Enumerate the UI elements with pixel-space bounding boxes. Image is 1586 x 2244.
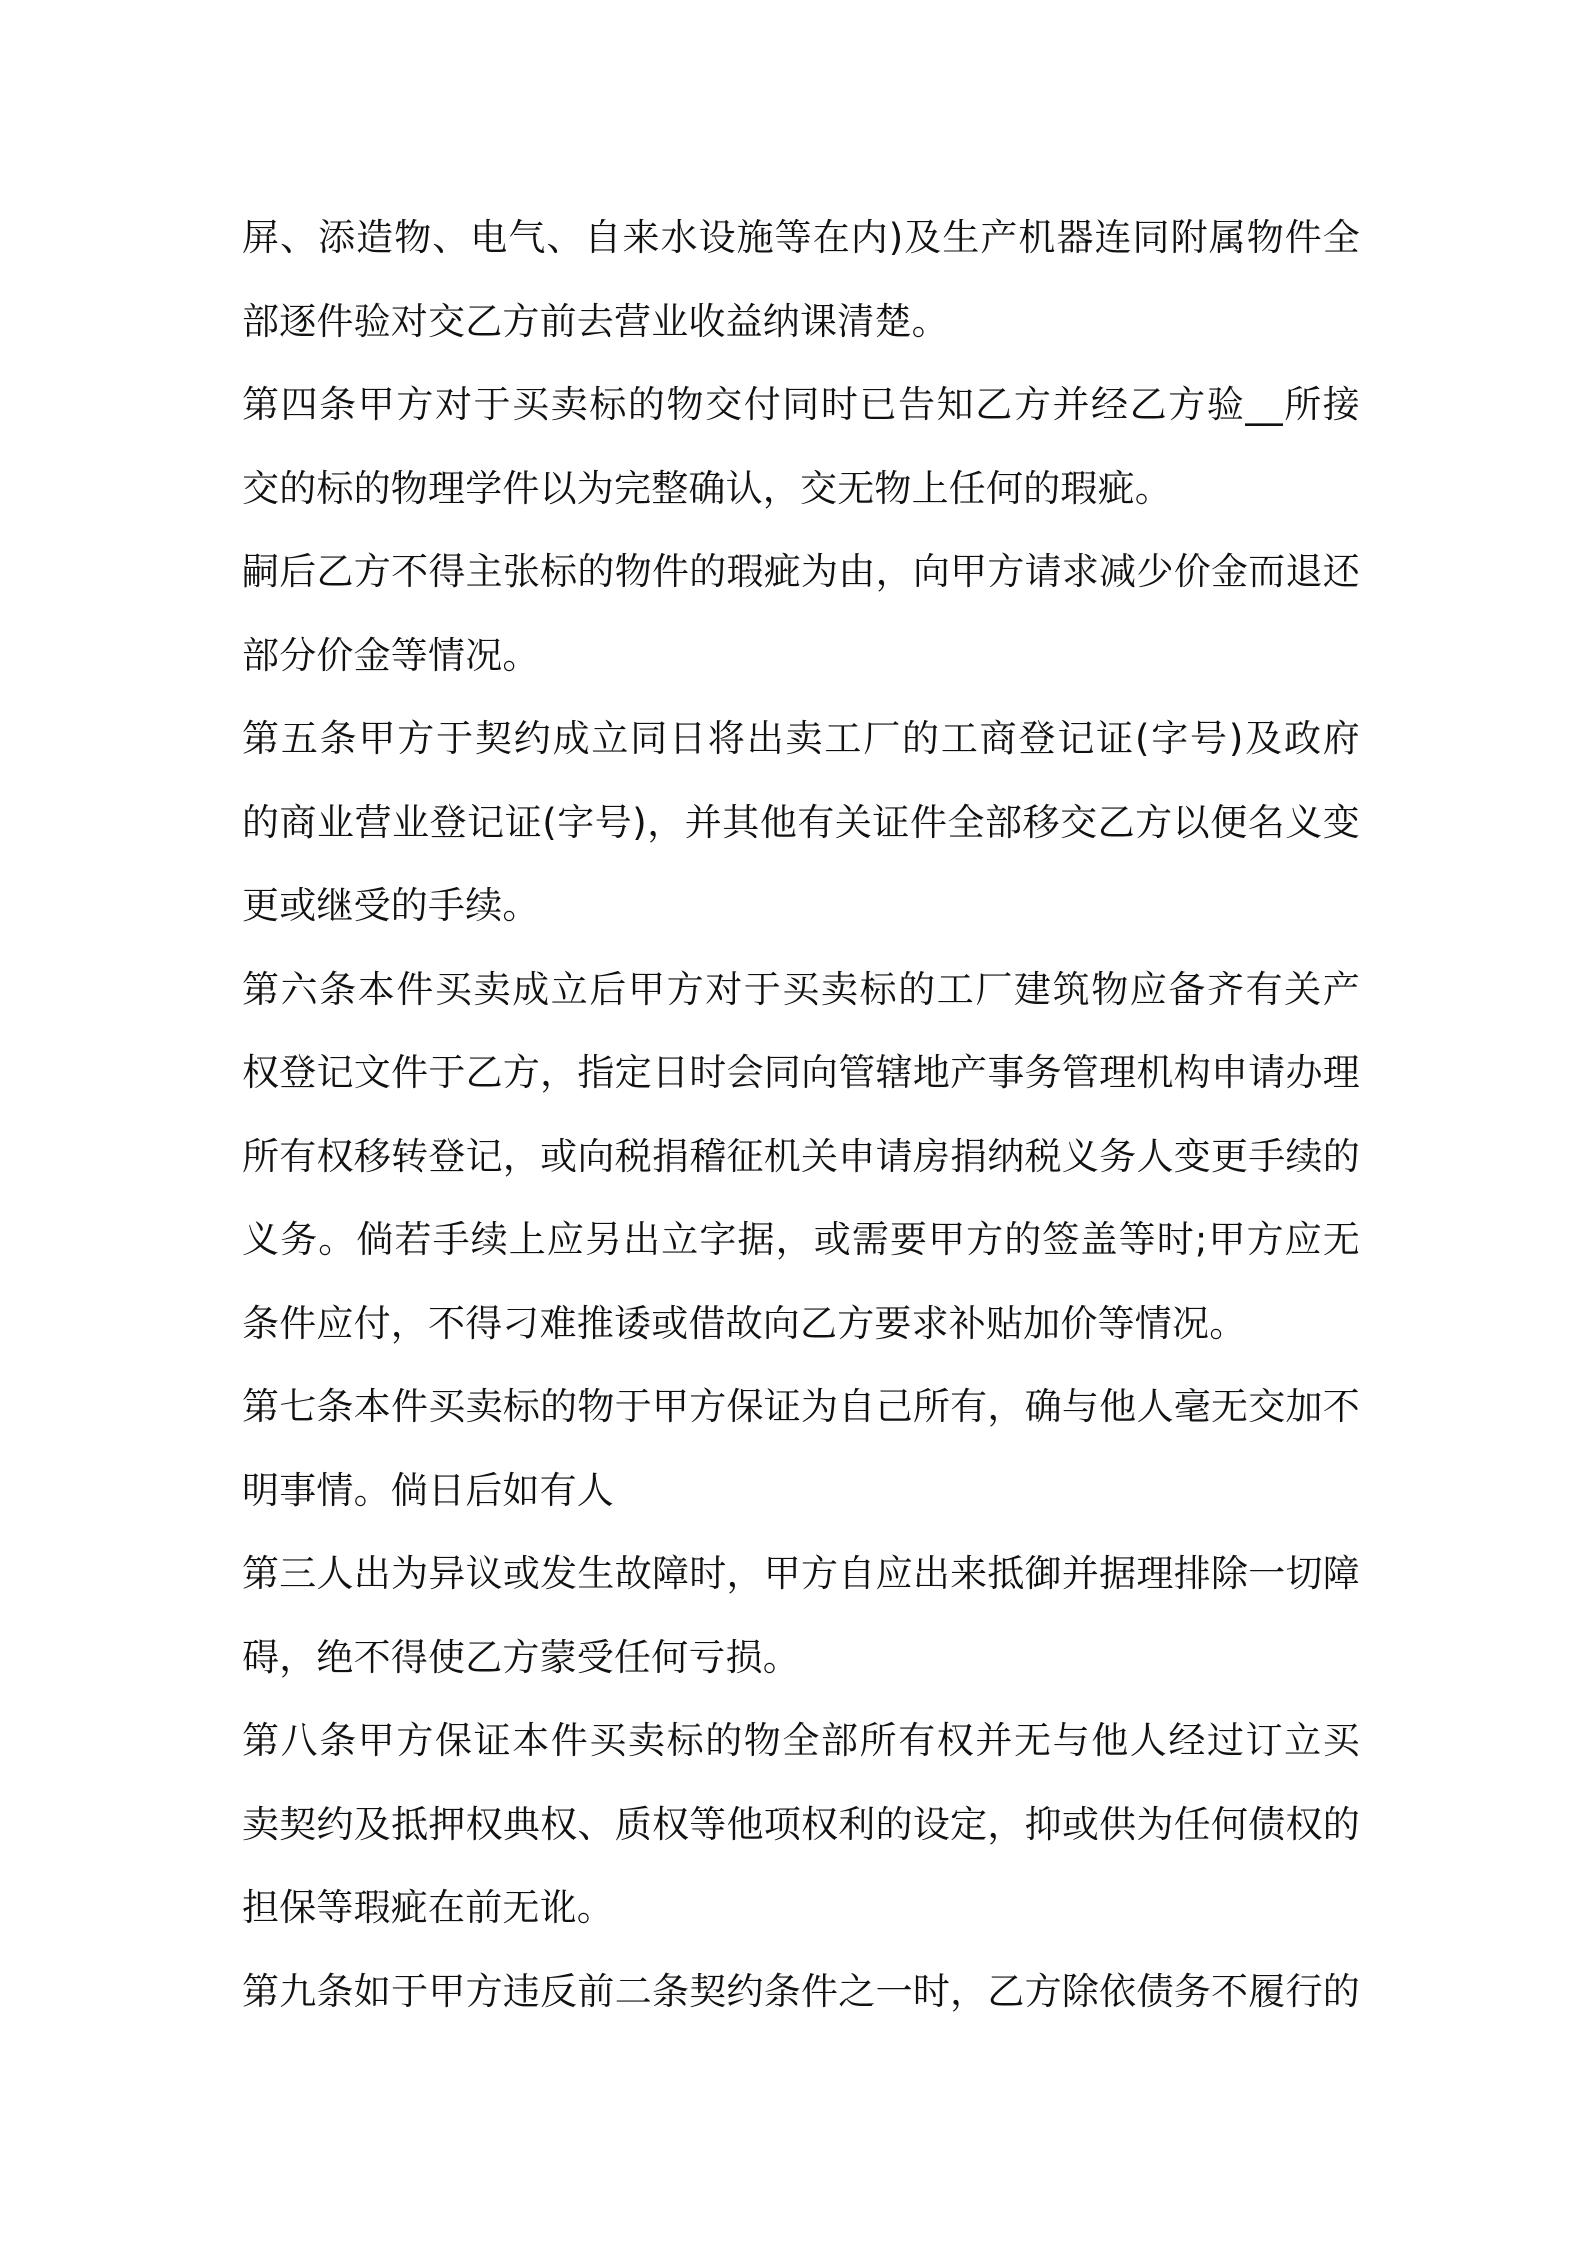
- text-line: 屏、添造物、电气、自来水设施等在内)及生产机器连同附属物件全: [242, 216, 1360, 259]
- text-line: 条件应付，不得刁难推诿或借故向乙方要求补贴加价等情况。: [242, 1301, 1247, 1345]
- text-line: 的商业营业登记证(字号)，并其他有关证件全部移交乙方以便名义变: [242, 800, 1360, 844]
- text-line: 更或继受的手续。: [242, 884, 540, 927]
- text-line: 所有权移转登记，或向税捐稽征机关申请房捐纳税义务人变更手续的: [242, 1134, 1360, 1178]
- text-line: 担保等瑕疵在前无讹。: [242, 1886, 614, 1929]
- text-line: 第九条如于甲方违反前二条契约条件之一时，乙方除依债务不履行的: [242, 1969, 1360, 2013]
- text-line: 第八条甲方保证本件买卖标的物全部所有权并无与他人经过订立买: [242, 1719, 1360, 1762]
- text-line: 碍，绝不得使乙方蒙受任何亏损。: [242, 1635, 800, 1679]
- contract-text-body: [242, 196, 1360, 2033]
- text-line: 第五条甲方于契约成立同日将出卖工厂的工商登记证(字号)及政府: [242, 717, 1360, 760]
- text-line: 部逐件验对交乙方前去营业收益纳课清楚。: [242, 299, 949, 343]
- text-line: 卖契约及抵押权典权、质权等他项权利的设定，抑或供为任何债权的: [242, 1802, 1360, 1846]
- text-line: 嗣后乙方不得主张标的物件的瑕疵为由，向甲方请求减少价金而退还: [242, 550, 1360, 593]
- text-line: 部分价金等情况。: [242, 633, 540, 677]
- text-line: 明事情。倘日后如有人: [242, 1468, 614, 1512]
- text-line: 第六条本件买卖成立后甲方对于买卖标的工厂建筑物应备齐有关产: [242, 967, 1360, 1011]
- text-line: 第三人出为异议或发生故障时，甲方自应出来抵御并据理排除一切障: [242, 1552, 1360, 1595]
- text-line: 第四条甲方对于买卖标的物交付同时已告知乙方并经乙方验__所接: [242, 383, 1360, 426]
- text-line: 权登记文件于乙方，指定日时会同向管辖地产事务管理机构申请办理: [242, 1051, 1360, 1094]
- text-line: 交的标的物理学件以为完整确认，交无物上任何的瑕疵。: [242, 466, 1172, 510]
- text-line: 义务。倘若手续上应另出立字据，或需要甲方的签盖等时;甲方应无: [242, 1218, 1360, 1261]
- text-line: 第七条本件买卖标的物于甲方保证为自己所有，确与他人毫无交加不: [242, 1385, 1360, 1428]
